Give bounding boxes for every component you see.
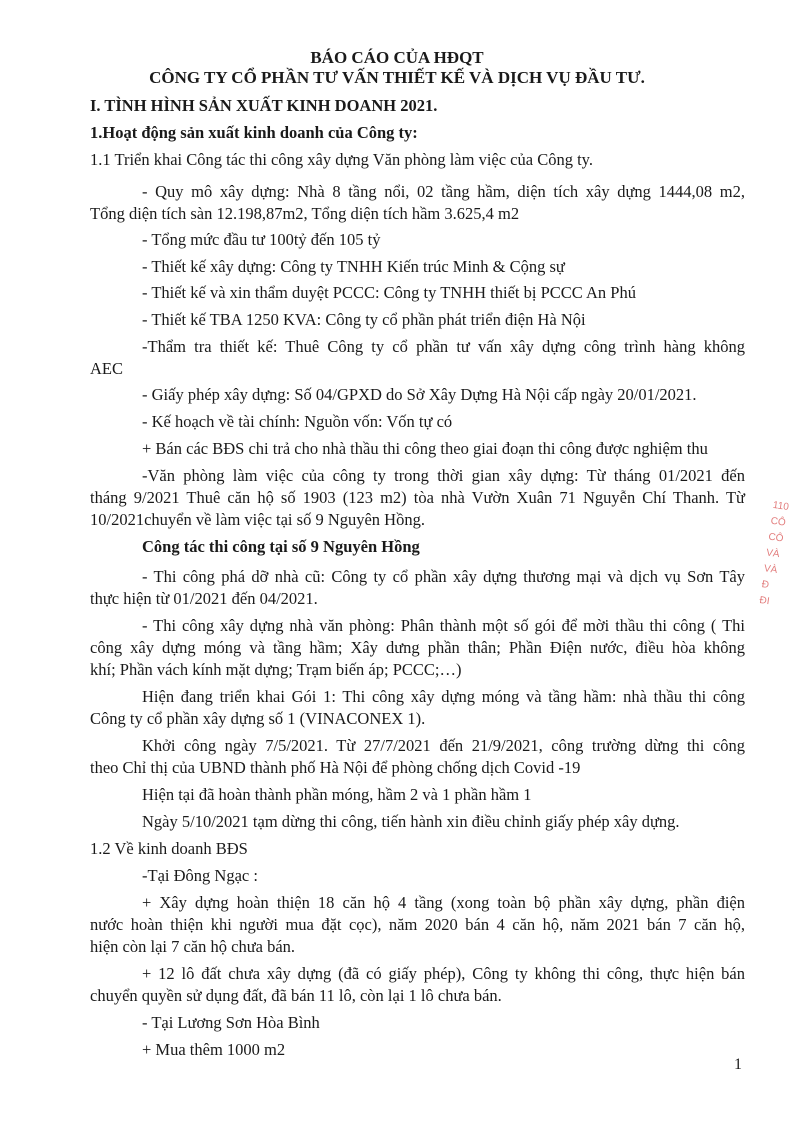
stamp-text: ĐI (758, 594, 771, 608)
paragraph-line: chuyển quyền sử dụng đất, đã bán 11 lô, còn lại 1 lô chưa bán. (90, 986, 502, 1005)
paragraph-line: - Quy mô xây dựng: Nhà 8 tầng nổi, 02 tầng hầm, diện tích xây dựng 1444,08 m2, (142, 182, 745, 201)
paragraph-line: + Xây dựng hoàn thiện 18 căn hộ 4 tầng (xong toàn bộ phần xây dựng, phần điện (142, 893, 745, 912)
stamp-text: Đ (760, 579, 770, 591)
page-number: 1 (734, 1056, 742, 1073)
paragraph-line: - Giấy phép xây dựng: Số 04/GPXD do Sở Xây Dựng Hà Nội cấp ngày 20/01/2021. (142, 385, 697, 404)
paragraph-line: Hiện tại đã hoàn thành phần móng, hầm 2 và 1 phần hầm 1 (142, 785, 532, 804)
paragraph-line: -Văn phòng làm việc của công ty trong thời gian xây dựng: Từ tháng 01/2021 đến (142, 466, 745, 485)
paragraph-line: -Tại Đông Ngạc : (142, 866, 258, 885)
paragraph-line: Tổng diện tích sàn 12.198,87m2, Tổng diện tích hầm 3.625,4 m2 (90, 204, 520, 223)
paragraph-line: nước hoàn thiện khi người mua đặt cọc), năm 2020 bán 4 căn hộ, năm 2021 bán 7 căn hộ, (90, 915, 745, 934)
paragraph-line: AEC (90, 359, 123, 378)
paragraph-line: công xây dựng móng và tầng hầm; Xây dưng phần thân; Phần Điện nước, điều hòa không (90, 638, 745, 657)
paragraph-line: Ngày 5/10/2021 tạm dừng thi công, tiến hành xin điều chỉnh giấy phép xây dựng. (142, 812, 680, 831)
paragraph-line: khí; Phần vách kính mặt dựng; Trạm biến áp; PCCC;…) (90, 660, 462, 679)
stamp-text: CÔ (769, 515, 787, 529)
paragraph-line: Hiện đang triển khai Gói 1: Thi công xây dựng móng và tầng hầm: nhà thầu thi công (142, 687, 745, 706)
paragraph-line: 10/2021chuyển về làm việc tại số 9 Nguyên Hồng. (90, 510, 425, 529)
paragraph-line: tháng 9/2021 Thuê căn hộ số 1903 (123 m2) tòa nhà Vườn Xuân 71 Nguyễn Chí Thanh. Từ (90, 488, 745, 507)
paragraph-line: - Tại Lương Sơn Hòa Bình (142, 1013, 320, 1032)
section-heading: I. TÌNH HÌNH SẢN XUẤT KINH DOANH 2021. (90, 96, 438, 115)
paragraph-line: - Thiết kế TBA 1250 KVA: Công ty cổ phần phát triển điện Hà Nội (142, 310, 586, 329)
paragraph-line: + Bán các BĐS chi trả cho nhà thầu thi công theo giai đoạn thi công được nghiệm thu (142, 439, 708, 458)
paragraph-line: - Thiết kế và xin thẩm duyệt PCCC: Công ty TNHH thiết bị PCCC An Phú (142, 283, 636, 302)
paragraph-line: - Thi công xây dựng nhà văn phòng: Phân thành một số gói để mời thầu thi công ( Thi (142, 616, 745, 635)
paragraph-line: - Kế hoạch về tài chính: Nguồn vốn: Vốn tự có (142, 412, 453, 431)
item-heading: 1.1 Triển khai Công tác thi công xây dựng Văn phòng làm việc của Công ty. (90, 150, 593, 169)
subsection-heading: 1.Hoạt động sản xuất kinh doanh của Công ty: (90, 123, 418, 142)
item-heading: 1.2 Về kinh doanh BĐS (90, 839, 248, 858)
paragraph-line: + Mua thêm 1000 m2 (142, 1040, 286, 1059)
stamp-fragment (754, 498, 794, 642)
paragraph-line: - Tổng mức đầu tư 100tỷ đến 105 tỷ (142, 230, 381, 249)
paragraph-line: -Thẩm tra thiết kế: Thuê Công ty cổ phần tư vấn xây dựng công trình hàng không (142, 337, 745, 356)
paragraph-line: theo Chỉ thị của UBND thành phố Hà Nội để phòng chống dịch Covid -19 (90, 758, 581, 777)
company-name: CÔNG TY CỔ PHẦN TƯ VẤN THIẾT KẾ VÀ DỊCH VỤ ĐẦU TƯ. (149, 68, 645, 87)
paragraph-line: + 12 lô đất chưa xây dựng (đã có giấy phép), Công ty không thi công, thực hiện bán (142, 964, 745, 983)
paragraph-line: - Thi công phá dỡ nhà cũ: Công ty cổ phần xây dựng thương mại và dịch vụ Sơn Tây (142, 567, 745, 586)
stamp-text: CÔ (767, 531, 785, 545)
report-title: BÁO CÁO CỦA HĐQT (310, 48, 484, 67)
stamp-text: VÀ (765, 547, 781, 561)
stamp-text: 110 (772, 499, 790, 513)
subsection-heading: Công tác thi công tại số 9 Nguyên Hồng (142, 537, 420, 556)
paragraph-line: thực hiện từ 01/2021 đến 04/2021. (90, 589, 318, 608)
paragraph-line: Khởi công ngày 7/5/2021. Từ 27/7/2021 đến 21/9/2021, công trường dừng thi công (142, 736, 745, 755)
paragraph-line: hiện còn lại 7 căn hộ chưa bán. (90, 937, 296, 956)
paragraph-line: Công ty cổ phần xây dựng số 1 (VINACONEX 1). (90, 709, 426, 728)
paragraph-line: - Thiết kế xây dựng: Công ty TNHH Kiến trúc Minh & Cộng sự (142, 257, 565, 276)
stamp-text: VÀ (763, 563, 778, 577)
